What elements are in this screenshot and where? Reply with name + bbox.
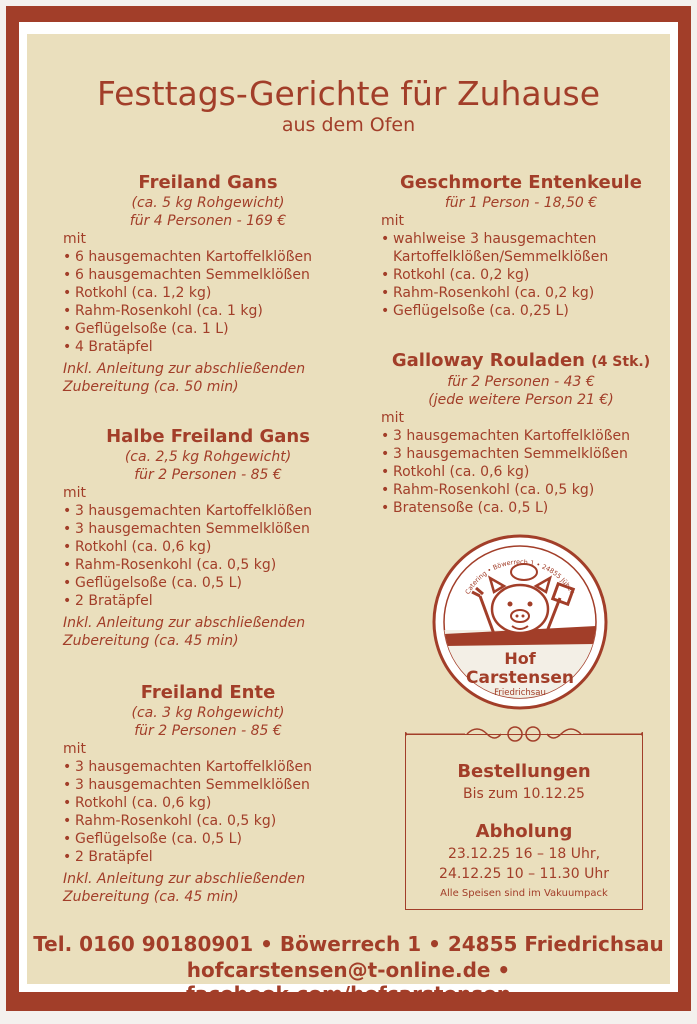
list-item: • 3 hausgemachten Semmelklößen bbox=[63, 776, 353, 794]
dish-price: für 4 Personen - 169 € bbox=[129, 213, 287, 229]
list-item: • Bratensoße (ca. 0,5 L) bbox=[381, 499, 661, 517]
pig-logo-icon bbox=[432, 534, 608, 710]
dish-title: Halbe Freiland Gans bbox=[106, 426, 310, 447]
dish-price: für 1 Person - 18,50 € bbox=[444, 195, 598, 211]
dish-freiland-gans bbox=[63, 172, 353, 396]
pickup-date-2: 24.12.25 10 – 11.30 Uhr bbox=[439, 866, 609, 882]
dish-items bbox=[63, 248, 353, 356]
flyer-content bbox=[27, 34, 670, 1006]
dish-title: Freiland Gans bbox=[138, 172, 278, 193]
flyer-card bbox=[19, 22, 678, 1006]
list-item: • Rotkohl (ca. 0,6 kg) bbox=[381, 463, 661, 481]
dish-items bbox=[381, 230, 661, 320]
dish-note: Inkl. Anleitung zur abschließenden bbox=[63, 361, 306, 377]
logo-name-1: Hof bbox=[504, 649, 536, 668]
dish-title: Freiland Ente bbox=[140, 682, 276, 703]
dish-quantity: (4 Stk.) bbox=[591, 354, 651, 370]
dish-name: Galloway Rouladen bbox=[391, 350, 585, 371]
pickup-heading: Abholung bbox=[475, 821, 573, 842]
dish-title: Geschmorte Entenkeule bbox=[400, 172, 642, 193]
list-item: • Rahm-Rosenkohl (ca. 0,5 kg) bbox=[381, 481, 661, 499]
dish-price: für 2 Personen - 85 € bbox=[134, 723, 282, 739]
dish-freiland-ente bbox=[63, 682, 353, 906]
list-item: • 3 hausgemachten Kartoffelklößen bbox=[63, 758, 353, 776]
dish-with-label: mit bbox=[63, 231, 87, 247]
list-item: • 3 hausgemachten Semmelklößen bbox=[63, 520, 353, 538]
list-item: • 2 Bratäpfel bbox=[63, 848, 353, 866]
flyer-border bbox=[6, 6, 691, 1011]
logo-place: Friedrichsau bbox=[494, 688, 546, 698]
dish-price: für 2 Personen - 43 € bbox=[447, 374, 595, 390]
list-item: • Rotkohl (ca. 0,6 kg) bbox=[63, 794, 353, 812]
list-item: • Rahm-Rosenkohl (ca. 0,5 kg) bbox=[63, 556, 353, 574]
list-item: • 2 Bratäpfel bbox=[63, 592, 353, 610]
dish-price: für 2 Personen - 85 € bbox=[134, 467, 282, 483]
dish-items bbox=[381, 427, 661, 517]
list-item: • 3 hausgemachten Kartoffelklößen bbox=[381, 427, 661, 445]
dish-weight: (ca. 3 kg Rohgewicht) bbox=[131, 705, 285, 721]
dish-items bbox=[63, 502, 353, 610]
order-deadline: Bis zum 10.12.25 bbox=[463, 786, 585, 802]
list-item: • Geflügelsoße (ca. 0,5 L) bbox=[63, 574, 353, 592]
dish-weight: (ca. 2,5 kg Rohgewicht) bbox=[124, 449, 292, 465]
list-item: • Rahm-Rosenkohl (ca. 0,5 kg) bbox=[63, 812, 353, 830]
dish-galloway-rouladen bbox=[381, 350, 661, 517]
contact-line: Tel. 0160 90180901 • Böwerrech 1 • 24855 Friedrichsau bbox=[33, 932, 664, 956]
dish-with-label: mit bbox=[381, 213, 405, 229]
logo-ring-text: Catering • Böwerrech 1 • 24855 Jübek bbox=[463, 557, 577, 596]
dish-with-label: mit bbox=[63, 485, 87, 501]
list-item: • Rotkohl (ca. 1,2 kg) bbox=[63, 284, 353, 302]
dish-with-label: mit bbox=[381, 410, 405, 426]
dish-title bbox=[381, 350, 661, 373]
list-item: • wahlweise 3 hausgemachten bbox=[381, 230, 661, 248]
dish-with-label: mit bbox=[63, 741, 87, 757]
dish-note: Zubereitung (ca. 45 min) bbox=[63, 633, 239, 649]
list-item-continued bbox=[381, 248, 661, 266]
order-info-box bbox=[405, 734, 643, 910]
page-subtitle: aus dem Ofen bbox=[281, 114, 416, 136]
dish-extra-price: (jede weitere Person 21 €) bbox=[428, 392, 614, 408]
dish-note: Inkl. Anleitung zur abschließenden bbox=[63, 615, 306, 631]
dish-items bbox=[63, 758, 353, 866]
list-item-text: Kartoffelklößen/Semmelklößen bbox=[393, 249, 609, 265]
dish-geschmorte-entenkeule bbox=[381, 172, 661, 320]
list-item: • 3 hausgemachten Kartoffelklößen bbox=[63, 502, 353, 520]
list-item: • 6 hausgemachten Semmelklößen bbox=[63, 266, 353, 284]
list-item: • Rotkohl (ca. 0,2 kg) bbox=[381, 266, 661, 284]
list-item: • Geflügelsoße (ca. 0,25 L) bbox=[381, 302, 661, 320]
list-item: • Geflügelsoße (ca. 0,5 L) bbox=[63, 830, 353, 848]
logo-name-2: Carstensen bbox=[466, 668, 574, 688]
dish-note: Zubereitung (ca. 50 min) bbox=[63, 379, 239, 395]
dish-weight: (ca. 5 kg Rohgewicht) bbox=[131, 195, 285, 211]
hof-carstensen-logo bbox=[432, 534, 608, 710]
web-line: hofcarstensen@t-online.de • facebook.com/hofcarstensen bbox=[186, 958, 511, 1006]
order-heading: Bestellungen bbox=[457, 761, 591, 782]
page-title: Festtags-Gerichte für Zuhause bbox=[96, 74, 601, 113]
dish-note: Zubereitung (ca. 45 min) bbox=[63, 889, 239, 905]
list-item: • Geflügelsoße (ca. 1 L) bbox=[63, 320, 353, 338]
list-item: • 6 hausgemachten Kartoffelklößen bbox=[63, 248, 353, 266]
list-item: • Rahm-Rosenkohl (ca. 1 kg) bbox=[63, 302, 353, 320]
list-item: • Rahm-Rosenkohl (ca. 0,2 kg) bbox=[381, 284, 661, 302]
vacuum-note: Alle Speisen sind im Vakuumpack bbox=[440, 888, 608, 899]
list-item: • 4 Bratäpfel bbox=[63, 338, 353, 356]
dish-note: Inkl. Anleitung zur abschließenden bbox=[63, 871, 306, 887]
pickup-date-1: 23.12.25 16 – 18 Uhr, bbox=[447, 846, 601, 862]
list-item: • Rotkohl (ca. 0,6 kg) bbox=[63, 538, 353, 556]
list-item: • 3 hausgemachten Semmelklößen bbox=[381, 445, 661, 463]
dish-halbe-freiland-gans bbox=[63, 426, 353, 650]
